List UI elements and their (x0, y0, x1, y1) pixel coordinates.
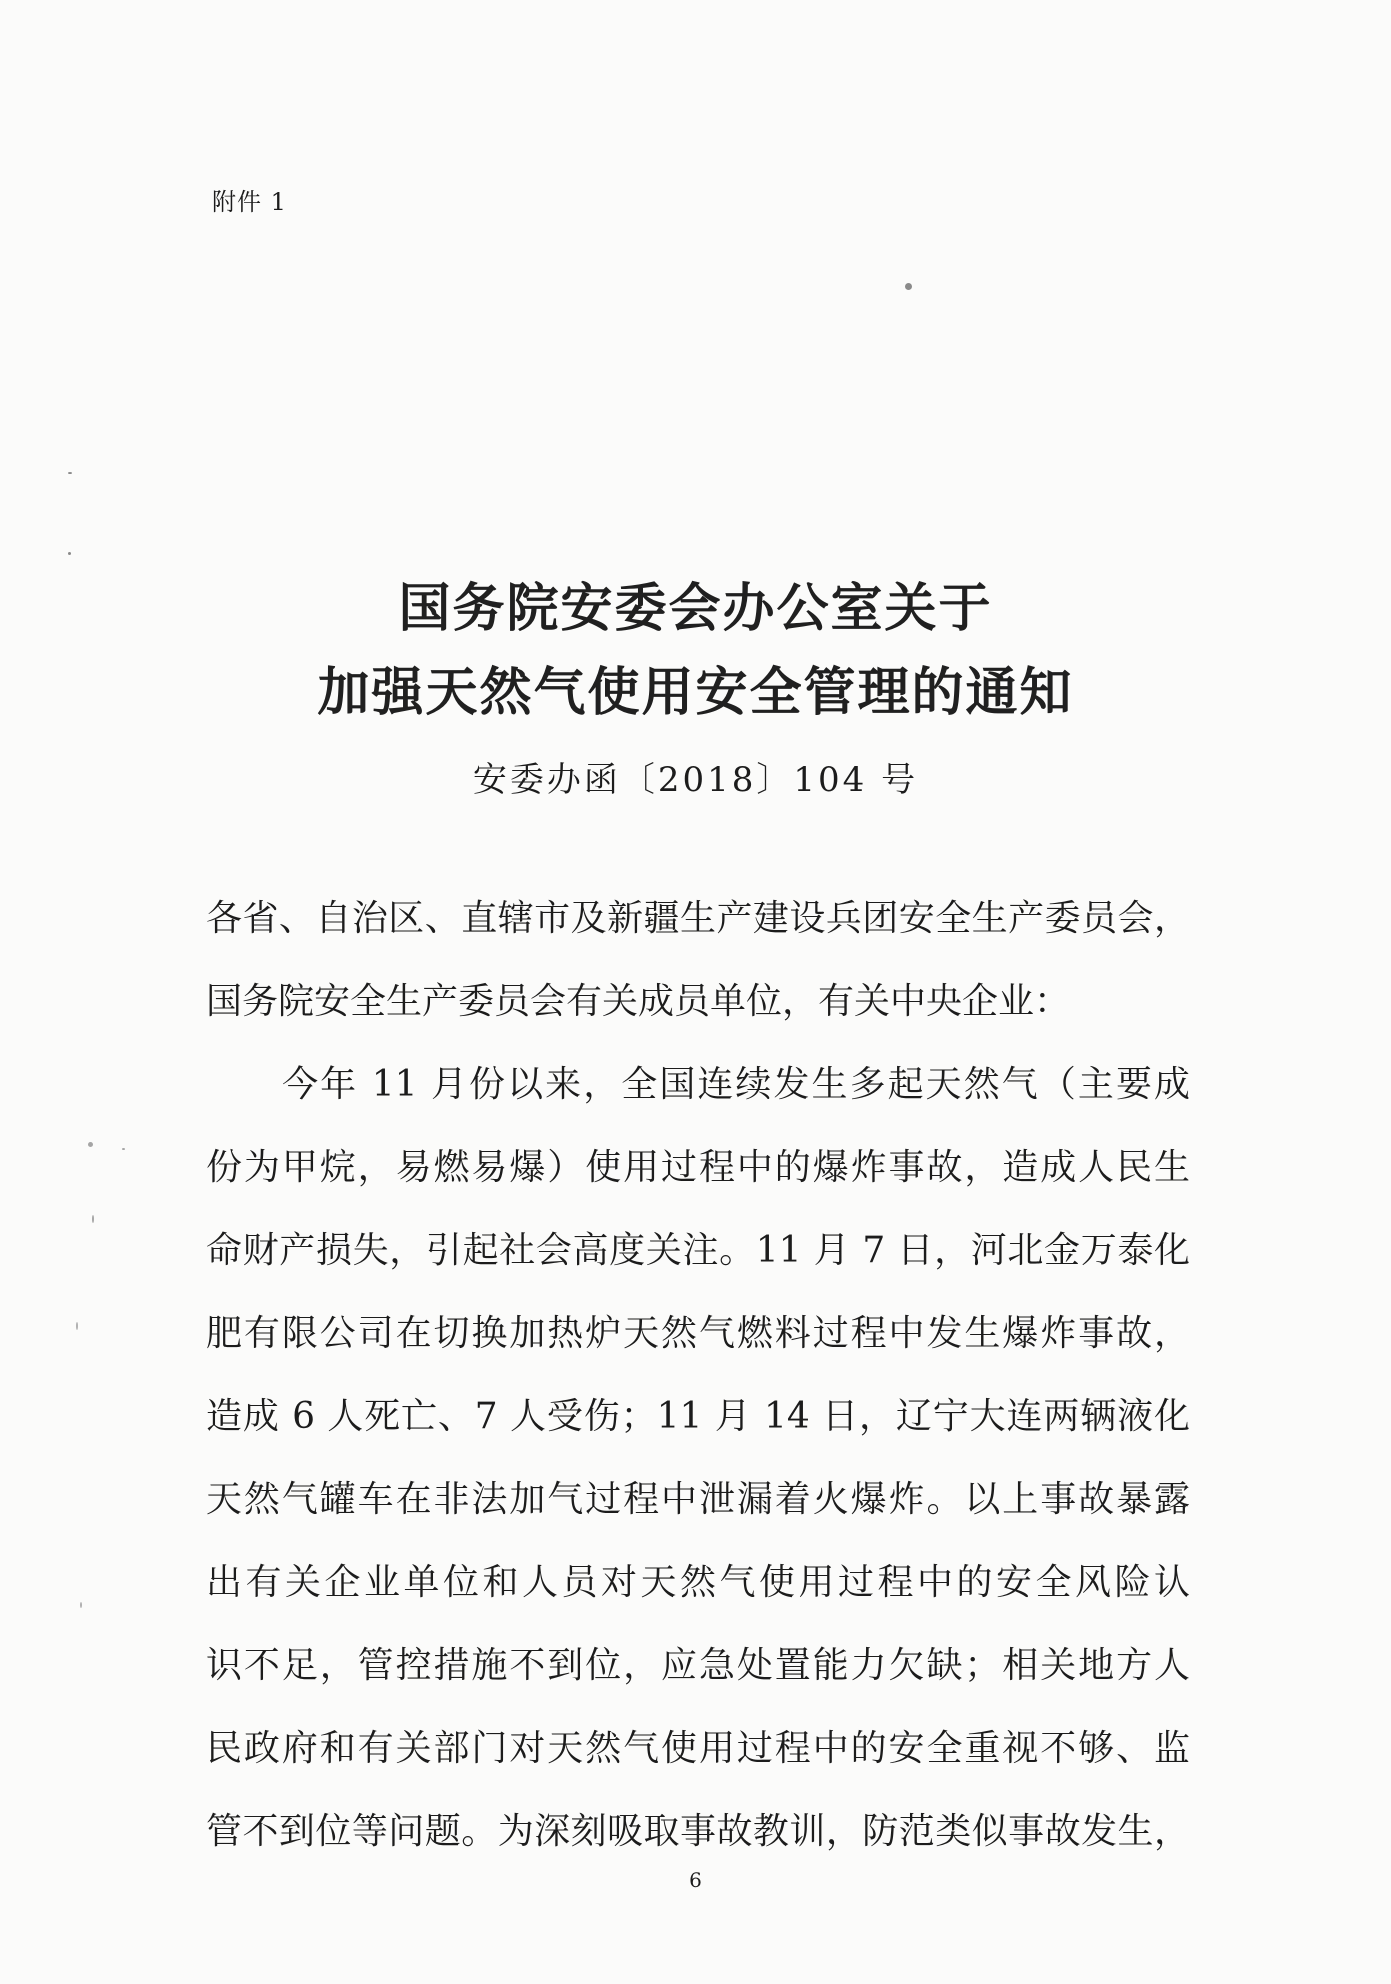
body-line-9: 出有关企业单位和人员对天然气使用过程中的安全风险认 (206, 1562, 1190, 1603)
document-title-line-2: 加强天然气使用安全管理的通知 (317, 663, 1074, 723)
document-title-line-1: 国务院安委会办公室关于 (398, 579, 993, 639)
body-line-6: 肥有限公司在切换加热炉天然气燃料过程中发生爆炸事故， (206, 1313, 1190, 1354)
scan-speck (905, 283, 912, 290)
body-line-12: 管不到位等问题。为深刻吸取事故教训，防范类似事故发生， (206, 1811, 1190, 1852)
body-line-4: 份为甲烷，易燃易爆）使用过程中的爆炸事故，造成人民生 (206, 1147, 1190, 1188)
body-line-1: 各省、自治区、直辖市及新疆生产建设兵团安全生产委员会， (206, 898, 1190, 939)
body-line-8: 天然气罐车在非法加气过程中泄漏着火爆炸。以上事故暴露 (206, 1479, 1190, 1520)
scan-speck (92, 1215, 94, 1223)
attachment-label: 附件 1 (212, 188, 287, 216)
body-line-5: 命财产损失，引起社会高度关注。11 月 7 日，河北金万泰化 (206, 1230, 1190, 1271)
scan-speck (68, 472, 72, 474)
body-line-2: 国务院安全生产委员会有关成员单位，有关中央企业： (206, 981, 1071, 1022)
scan-speck (68, 552, 71, 555)
scan-speck (80, 1602, 82, 1608)
scan-speck (76, 1322, 78, 1330)
body-line-7: 造成 6 人死亡、7 人受伤；11 月 14 日，辽宁大连两辆液化 (206, 1396, 1190, 1437)
scan-speck (122, 1148, 125, 1150)
body-line-11: 民政府和有关部门对天然气使用过程中的安全重视不够、监 (206, 1728, 1190, 1769)
body-line-10: 识不足，管控措施不到位，应急处置能力欠缺；相关地方人 (206, 1645, 1190, 1686)
document-number: 安委办函〔2018〕104 号 (472, 760, 919, 800)
scan-speck (88, 1142, 93, 1147)
body-line-3: 今年 11 月份以来，全国连续发生多起天然气（主要成 (206, 1064, 1190, 1105)
page-number: 6 (689, 1868, 702, 1892)
